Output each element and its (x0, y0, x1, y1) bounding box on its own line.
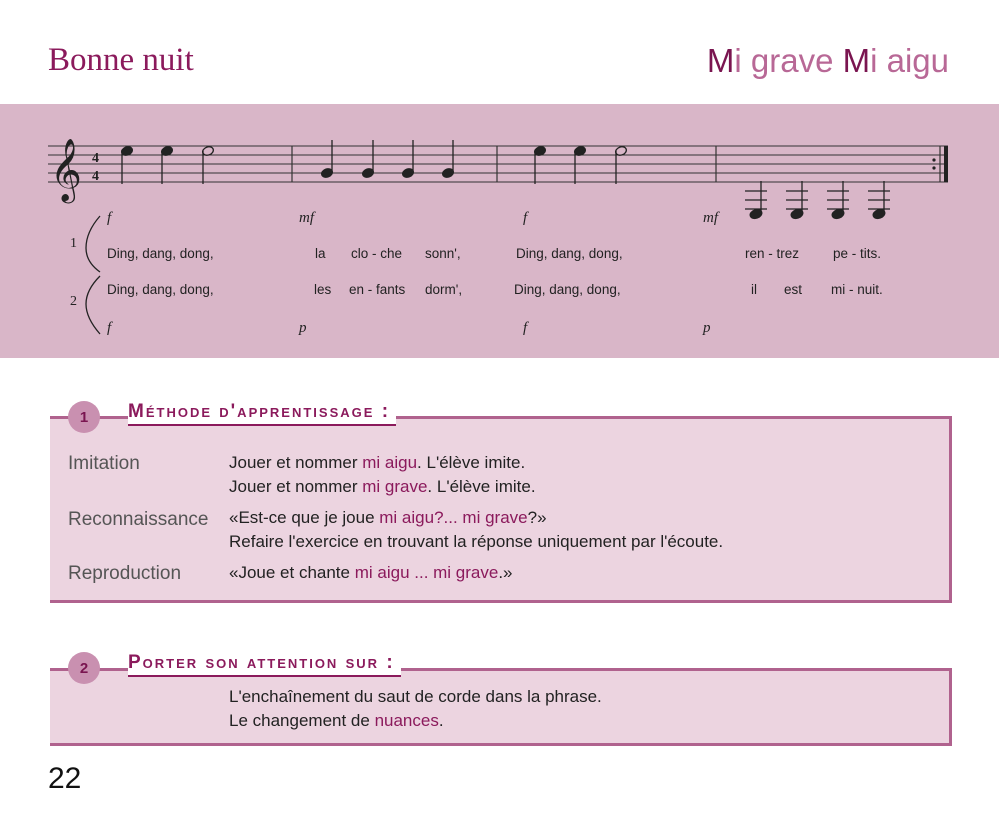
page-number: 22 (48, 762, 82, 795)
dynamic-f: f (107, 320, 112, 336)
verse2-lyric: les (314, 282, 332, 297)
verse-1-bracket (86, 216, 100, 272)
row-label-reconnaissance: Reconnaissance (68, 509, 209, 530)
verse2-lyric: en - fants (349, 282, 406, 297)
dynamic-p: p (703, 320, 711, 336)
row-text: «Est-ce que je joue mi aigu?... mi grave?» Refaire l'exercice en trouvant la réponse uniquement par l'écoute. (229, 508, 724, 551)
time-sig-bottom: 4 (92, 169, 99, 184)
verse1-lyric: pe - tits. (833, 246, 882, 261)
verse-number-2: 2 (70, 294, 77, 309)
repeat-dot (932, 166, 935, 169)
verse2-lyric: mi - nuit. (831, 282, 883, 297)
dynamic-f: f (523, 320, 528, 336)
verse-number-1: 1 (70, 236, 77, 251)
verse1-lyric: la (315, 246, 326, 261)
verse1-lyric: sonn', (425, 246, 461, 261)
staff-lines (48, 146, 948, 182)
measure-4 (745, 181, 890, 220)
verse1-lyric: Ding, dang, dong, (107, 246, 214, 261)
verse2-lyric: Ding, dang, dong, (107, 282, 214, 297)
section-2-text: L'enchaînement du saut de corde dans la phrase. Le changement de nuances. (229, 687, 602, 730)
treble-clef-icon: 𝄞 (50, 138, 82, 201)
measure-1 (120, 145, 214, 184)
music-score (0, 104, 999, 358)
row-label-reproduction: Reproduction (68, 563, 182, 584)
verse2-lyric: il (751, 282, 757, 297)
verse2-lyric: est (784, 282, 803, 297)
repeat-dot (932, 158, 935, 161)
staff-svg (0, 104, 999, 358)
measure-3 (533, 145, 627, 184)
final-bar (944, 146, 948, 182)
row-text: «Joue et chante mi aigu ... mi grave.» (229, 563, 513, 582)
dynamic-f: f (107, 210, 112, 226)
dynamic-mf: mf (703, 210, 718, 226)
verse1-lyric: Ding, dang, dong, (516, 246, 623, 261)
lesson-subtitle: Mi grave Mi aigu (706, 42, 949, 79)
dynamic-p: p (299, 320, 307, 336)
section-2-title: Porter son attention sur : (128, 652, 401, 677)
time-sig-top: 4 (92, 151, 99, 166)
row-label-imitation: Imitation (68, 453, 140, 474)
row-text: Jouer et nommer mi aigu. L'élève imite. Jouer et nommer mi grave. L'élève imite. (229, 453, 536, 496)
section-2-badge: 2 (68, 652, 100, 684)
verse1-lyric: clo - che (351, 246, 403, 261)
song-title: Bonne nuit (48, 42, 194, 78)
verse2-lyric: Ding, dang, dong, (514, 282, 621, 297)
verse1-lyric: ren - trez (745, 246, 800, 261)
dynamic-mf: mf (299, 210, 314, 226)
section-1-title: Méthode d'apprentissage : (128, 401, 396, 426)
section-1-badge: 1 (68, 401, 100, 433)
dynamic-f: f (523, 210, 528, 226)
verse-2-bracket (86, 276, 100, 334)
verse2-lyric: dorm', (425, 282, 463, 297)
